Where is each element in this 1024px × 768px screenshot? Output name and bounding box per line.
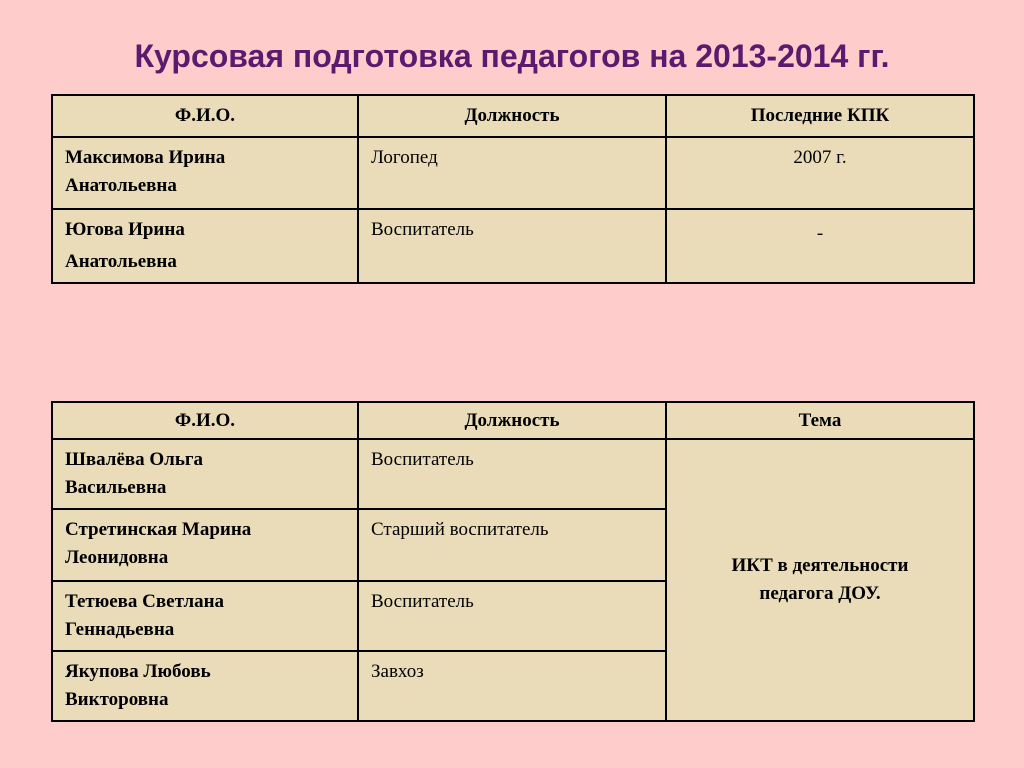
last-kpk-value: 2007 г. [666, 137, 974, 209]
teacher-name [52, 439, 358, 509]
course-topic [666, 439, 974, 721]
table-row [52, 137, 974, 209]
teacher-name [52, 509, 358, 581]
name-line: Максимова Ирина [65, 147, 226, 168]
name-line: Анатольевна [65, 175, 177, 196]
kpk-table [51, 94, 975, 284]
topic-line: ИКТ в деятельности [731, 555, 909, 576]
teacher-position: Завхоз [358, 651, 666, 721]
name-line: Викторовна [65, 689, 169, 710]
name-line: Васильевна [65, 477, 167, 498]
teacher-position: Воспитатель [358, 209, 666, 283]
header-topic: Тема [666, 402, 974, 439]
name-line: Леонидовна [65, 547, 169, 568]
name-line: Анатольевна [65, 251, 177, 272]
name-line: Геннадьевна [65, 619, 175, 640]
name-line: Стретинская Марина [65, 519, 252, 540]
teacher-name [52, 581, 358, 651]
teacher-position: Старший воспитатель [358, 509, 666, 581]
teacher-position: Логопед [358, 137, 666, 209]
name-line: Якупова Любовь [65, 661, 211, 682]
header-position: Должность [358, 95, 666, 137]
table-row [52, 439, 974, 509]
teacher-name [52, 209, 358, 283]
name-line: Швалёва Ольга [65, 449, 204, 470]
header-last-kpk: Последние КПК [666, 95, 974, 137]
header-position: Должность [358, 402, 666, 439]
name-line: Тетюева Светлана [65, 591, 225, 612]
teacher-position: Воспитатель [358, 439, 666, 509]
table-header-row [52, 402, 974, 439]
teacher-position: Воспитатель [358, 581, 666, 651]
teacher-name [52, 137, 358, 209]
topic-line: педагога ДОУ. [759, 583, 881, 604]
topic-table [51, 401, 975, 722]
table-row [52, 209, 974, 283]
header-fio: Ф.И.О. [52, 95, 358, 137]
table-header-row [52, 95, 974, 137]
header-fio: Ф.И.О. [52, 402, 358, 439]
slide-title: Курсовая подготовка педагогов на 2013-2014 гг. [134, 38, 890, 74]
name-line: Югова Ирина [65, 219, 185, 240]
last-kpk-value: - [666, 209, 974, 283]
teacher-name [52, 651, 358, 721]
